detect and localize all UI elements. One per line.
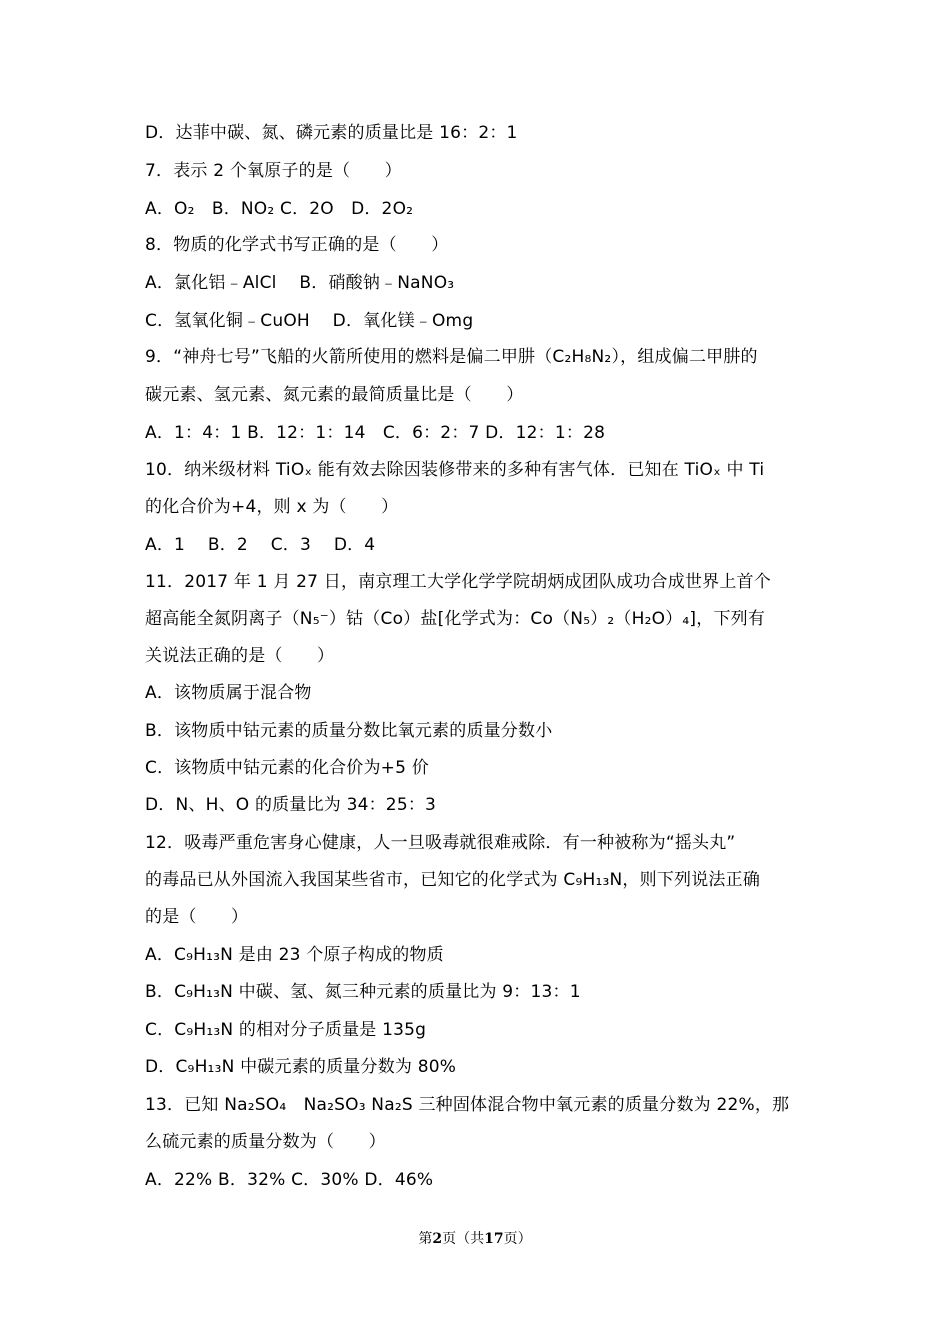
- question-12-cont: 的毒品已从外国流入我国某些省市，已知它的化学式为 C₉H₁₃N，则下列说法正确: [145, 870, 761, 890]
- page-number: 2: [432, 1231, 443, 1247]
- question-10-options: A．1 B．2 C．3 D．4: [145, 535, 376, 555]
- footer-suffix: 页）: [503, 1231, 532, 1247]
- question-9-cont: 碳元素、氢元素、氮元素的最简质量比是（ ）: [145, 385, 524, 405]
- page-total: 17: [484, 1231, 504, 1247]
- question-9: 9．“神舟七号”飞船的火箭所使用的燃料是偏二甲肼（C₂H₈N₂），组成偏二甲肼的: [145, 347, 758, 367]
- question-12-option-c: C．C₉H₁₃N 的相对分子质量是 135g: [145, 1020, 427, 1040]
- question-13: 13．已知 Na₂SO₄ Na₂SO₃ Na₂S 三种固体混合物中氧元素的质量分数为 22%，那: [145, 1095, 790, 1115]
- page-footer: [0, 1228, 950, 1248]
- question-7-options: A．O₂ B．NO₂ C．2O D．2O₂: [145, 199, 414, 219]
- question-8: 8．物质的化学式书写正确的是（ ）: [145, 235, 449, 255]
- question-11-option-a: A．该物质属于混合物: [145, 683, 312, 703]
- question-8-options: C．氢氧化铜﹣CuOH D．氧化镁﹣Omg: [145, 311, 474, 331]
- question-11-option-d: D．N、H、O 的质量比为 34：25：3: [145, 795, 437, 815]
- question-11-option-b: B．该物质中钴元素的质量分数比氧元素的质量分数小: [145, 721, 553, 741]
- question-12-cont: 的是（ ）: [145, 907, 249, 927]
- footer-middle: 页（共: [442, 1231, 485, 1247]
- question-11-cont: 超高能全氮阴离子（N₅⁻）钴（Co）盐[化学式为：Co（N₅）₂（H₂O）₄]，下列有: [145, 609, 766, 629]
- question-13-cont: 么硫元素的质量分数为（ ）: [145, 1132, 386, 1152]
- question-10: 10．纳米级材料 TiOₓ 能有效去除因装修带来的多种有害气体．已知在 TiOₓ 中 Ti: [145, 460, 765, 480]
- question-10-cont: 的化合价为+4，则 x 为（ ）: [145, 497, 399, 517]
- footer-prefix: 第: [418, 1231, 433, 1247]
- question-11-cont: 关说法正确的是（ ）: [145, 646, 335, 666]
- text-line: D．达菲中碳、氮、磷元素的质量比是 16：2：1: [145, 123, 518, 143]
- question-8-options: A．氯化铝﹣AlCl B．硝酸钠﹣NaNO₃: [145, 273, 455, 293]
- question-7: 7．表示 2 个氧原子的是（ ）: [145, 161, 402, 181]
- question-12-option-b: B．C₉H₁₃N 中碳、氢、氮三种元素的质量比为 9：13：1: [145, 982, 581, 1002]
- question-11-option-c: C．该物质中钴元素的化合价为+5 价: [145, 758, 429, 778]
- question-12-option-d: D．C₉H₁₃N 中碳元素的质量分数为 80%: [145, 1057, 457, 1077]
- question-12: 12．吸毒严重危害身心健康，人一旦吸毒就很难戒除．有一种被称为“摇头丸”: [145, 833, 736, 853]
- question-13-options: A．22% B．32% C．30% D．46%: [145, 1170, 434, 1190]
- question-12-option-a: A．C₉H₁₃N 是由 23 个原子构成的物质: [145, 945, 444, 965]
- question-9-options: A．1：4：1 B．12：1：14 C．6：2：7 D．12：1：28: [145, 423, 606, 443]
- question-11: 11．2017 年 1 月 27 日，南京理工大学化学学院胡炳成团队成功合成世界上首个: [145, 572, 771, 592]
